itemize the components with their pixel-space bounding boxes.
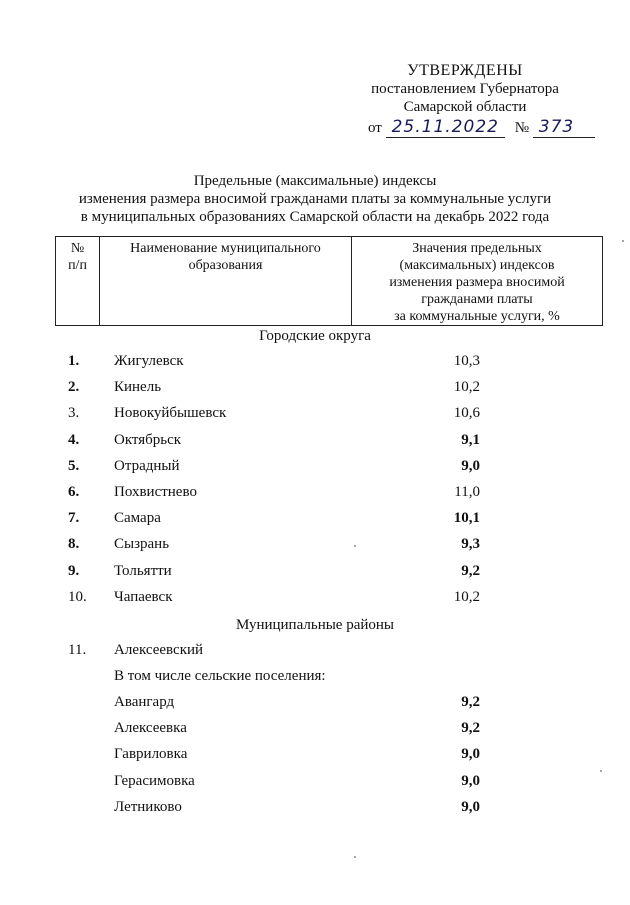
table-row <box>0 405 630 425</box>
row-number: 7. <box>68 510 80 527</box>
header-col-name-line: образования <box>188 258 263 273</box>
date-prefix: от <box>368 120 382 136</box>
table-row <box>0 432 630 452</box>
approval-title: УТВЕРЖДЕНЫ <box>407 62 523 79</box>
table-row <box>0 799 630 819</box>
table-row <box>0 458 630 478</box>
section-urban: Городские округа <box>259 328 371 344</box>
scan-speck <box>354 545 356 547</box>
header-col-value-line: изменения размера вносимой <box>389 275 565 290</box>
header-col-value-line: Значения предельных <box>412 241 542 256</box>
row-name: Алексеевка <box>114 720 187 737</box>
row-name: Герасимовка <box>114 772 195 789</box>
row-name: Самара <box>114 510 161 527</box>
table-row <box>0 720 630 740</box>
row-value: 10,2 <box>453 379 480 396</box>
row-name: Похвистнево <box>114 484 197 500</box>
table-row <box>0 353 630 373</box>
row-number: 8. <box>68 536 80 553</box>
row-number: 11. <box>68 642 87 658</box>
number-label: № <box>514 120 530 136</box>
row-name: Гавриловка <box>114 746 188 763</box>
header-col-value-line: (максимальных) индексов <box>399 258 555 273</box>
row-name: Отрадный <box>114 457 180 474</box>
district-row <box>0 642 630 662</box>
row-value: 10,3 <box>453 353 480 369</box>
approval-date-number <box>368 117 598 138</box>
row-value: 9,2 <box>461 720 480 737</box>
approval-line1: постановлением Губернатора <box>371 81 559 97</box>
table-row <box>0 773 630 793</box>
handwritten-date: 25.11.2022 <box>391 117 499 137</box>
header-col-value-line: за коммунальные услуги, % <box>394 309 560 324</box>
row-name: Авангард <box>114 694 175 710</box>
row-value: 9,3 <box>461 536 480 553</box>
table-row <box>0 536 630 556</box>
row-value: 9,0 <box>461 772 480 789</box>
row-number: 9. <box>68 562 80 579</box>
scan-speck <box>354 856 356 858</box>
row-value: 9,0 <box>461 798 480 815</box>
document-title <box>0 172 630 226</box>
row-number: 2. <box>68 379 80 396</box>
scan-speck <box>622 240 624 242</box>
header-col-name <box>100 237 352 325</box>
row-name: Сызрань <box>114 536 170 553</box>
row-value: 10,1 <box>453 510 480 527</box>
title-line3: в муниципальных образованиях Самарской области на декабрь 2022 года <box>80 209 550 225</box>
header-col-value-line: гражданами платы <box>421 292 533 307</box>
section-districts: Муниципальные районы <box>235 617 395 633</box>
row-number: 6. <box>68 484 80 500</box>
row-name: Октябрьск <box>114 431 182 448</box>
row-number: 10. <box>68 588 87 605</box>
header-col-number <box>56 237 100 325</box>
row-number: 3. <box>68 405 80 422</box>
title-line2: изменения размера вносимой гражданами платы за коммунальные услуги <box>78 191 552 207</box>
table-row <box>0 694 630 714</box>
scan-speck <box>600 770 602 772</box>
table-row <box>0 746 630 766</box>
row-value: 9,2 <box>461 694 480 710</box>
row-name: Чапаевск <box>114 588 173 605</box>
table-row <box>0 510 630 530</box>
approval-line2: Самарской области <box>403 99 527 115</box>
row-number: 1. <box>68 353 80 369</box>
row-name: Новокуйбышевск <box>114 405 227 422</box>
row-value: 10,6 <box>453 405 480 422</box>
row-name: Алексеевский <box>114 642 204 658</box>
approval-block <box>340 62 590 116</box>
row-name: Летниково <box>114 798 182 815</box>
row-name: Тольятти <box>114 562 172 579</box>
row-number: 4. <box>68 431 80 448</box>
row-value: 9,0 <box>461 746 480 763</box>
header-col-number-line: п/п <box>68 258 87 273</box>
row-value: 9,2 <box>461 562 480 579</box>
table-row <box>0 484 630 504</box>
settlements-subheader: В том числе сельские поселения: <box>114 668 326 684</box>
row-value: 9,0 <box>461 457 480 474</box>
row-name: Жигулевск <box>114 353 184 369</box>
handwritten-number: 373 <box>538 117 575 137</box>
table-row <box>0 563 630 583</box>
table-header <box>55 236 603 326</box>
header-col-name-line: Наименование муниципального <box>130 241 321 256</box>
header-col-value <box>352 237 602 325</box>
row-name: Кинель <box>114 379 162 396</box>
row-value: 11,0 <box>454 484 480 500</box>
row-value: 10,2 <box>453 588 480 605</box>
title-line1: Предельные (максимальные) индексы <box>193 173 437 189</box>
table-row <box>0 589 630 609</box>
row-number: 5. <box>68 457 80 474</box>
header-col-number-line: № <box>70 241 85 256</box>
row-value: 9,1 <box>461 431 480 448</box>
table-row <box>0 379 630 399</box>
